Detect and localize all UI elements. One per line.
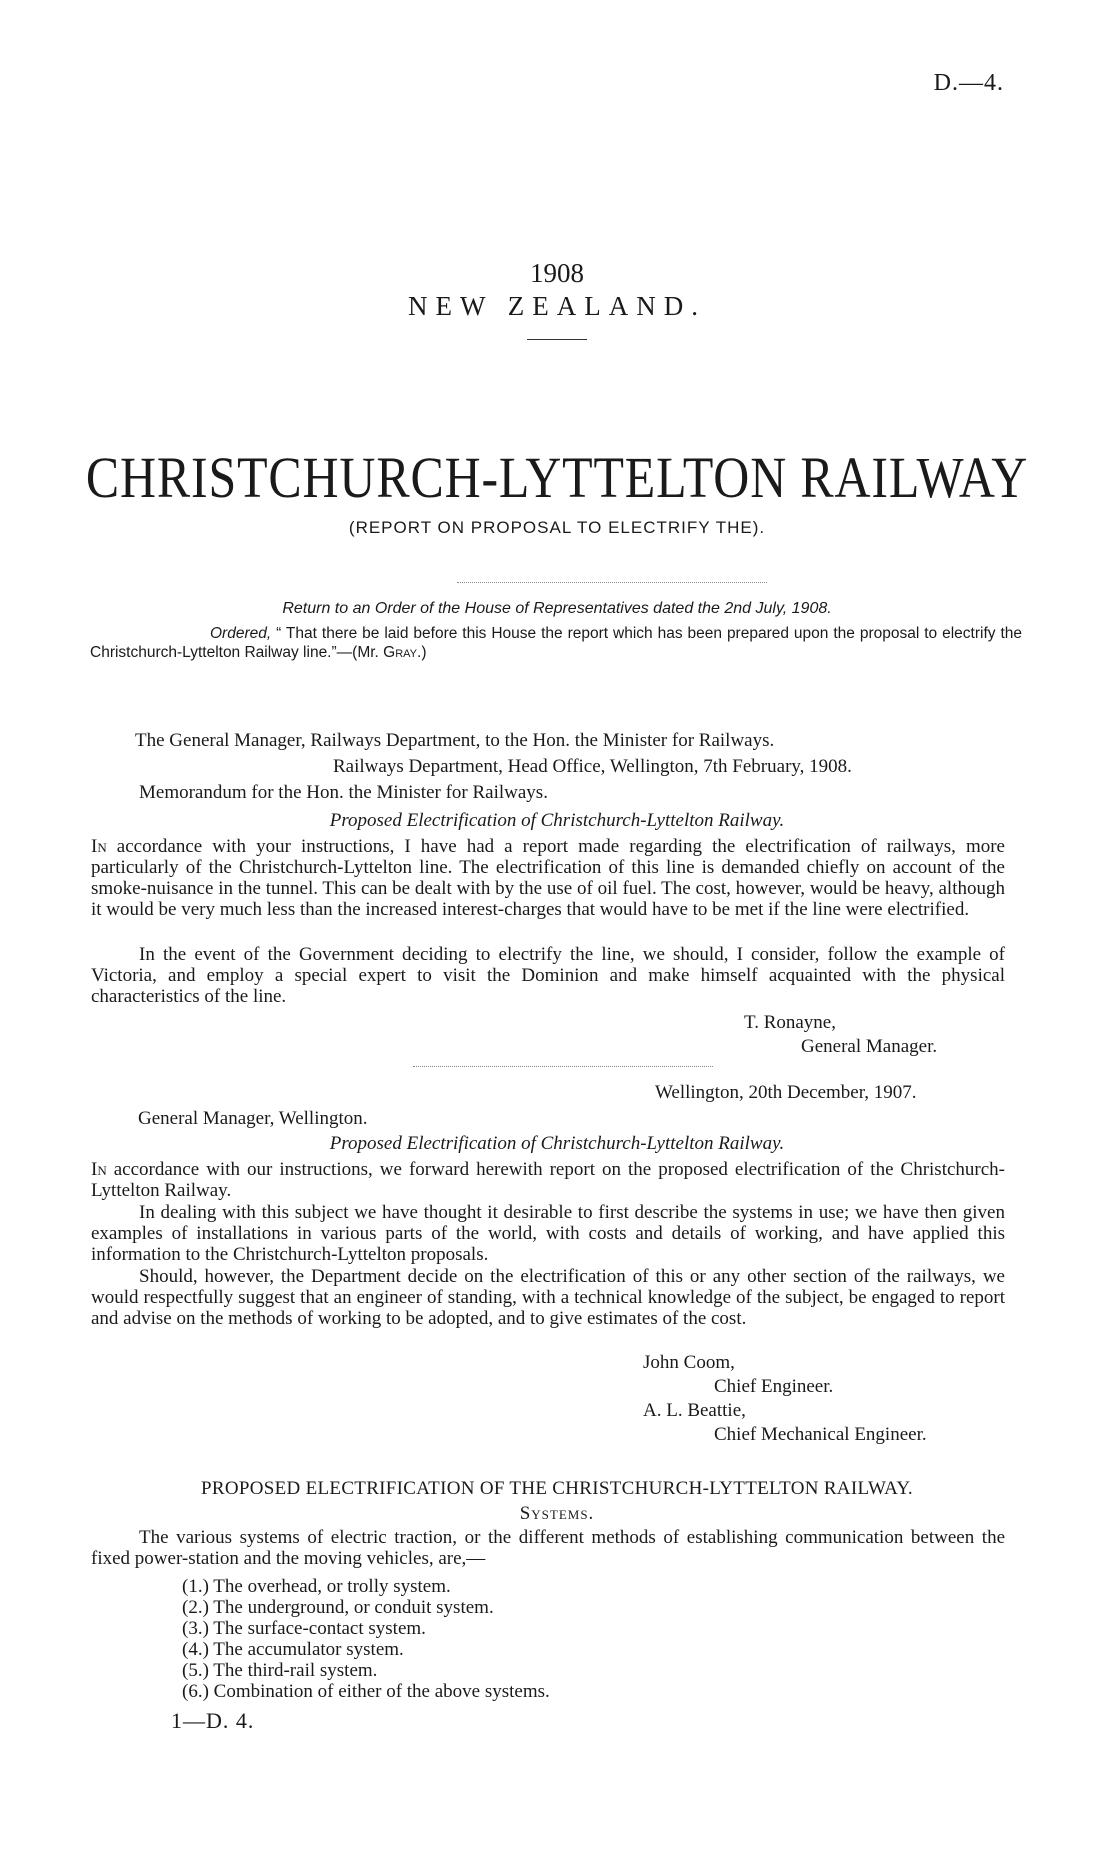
list-item: (6.) Combination of either of the above systems. (182, 1681, 550, 1702)
memo2-signatory-1: John Coom, (643, 1352, 735, 1373)
memo1-from-line: The General Manager, Railways Department, to the Hon. the Minister for Railways. (135, 730, 775, 751)
ordered-paragraph (90, 624, 1022, 662)
memo2-date-line: Wellington, 20th December, 1907. (655, 1082, 917, 1103)
memo2-paragraph-3: Should, however, the Department decide on the electrification of this or any other section of the railways, we would respectfully suggest that an engineer of standing, with a technical knowledge of the subject, be engaged to report and advise on the methods of working to be adopted, and to give estimates of the cost. (91, 1266, 1005, 1329)
ordered-end: .) (417, 644, 427, 661)
list-item: (2.) The underground, or conduit system. (182, 1597, 494, 1618)
memo2-paragraph-1 (91, 1159, 1005, 1201)
document-title: CHRISTCHURCH-LYTTELTON RAILWAY (85, 445, 1029, 510)
return-line: Return to an Order of the House of Representatives dated the 2nd July, 1908. (282, 600, 832, 617)
subtitle-divider (457, 582, 767, 583)
memo2-subject: Proposed Electrification of Christchurch-Lyttelton Railway. (329, 1133, 785, 1154)
memo2-signatory-1-title: Chief Engineer. (714, 1376, 834, 1397)
document-subtitle: (REPORT ON PROPOSAL TO ELECTRIFY THE). (348, 518, 766, 537)
list-item: (5.) The third-rail system. (182, 1660, 378, 1681)
ordered-label: Ordered, (210, 625, 272, 642)
list-item: (1.) The overhead, or trolly system. (182, 1576, 451, 1597)
memo1-salutation: Memorandum for the Hon. the Minister for Railways. (139, 782, 548, 803)
memo1-subject: Proposed Electrification of Christchurch-Lyttelton Railway. (329, 810, 785, 831)
list-item: (3.) The surface-contact system. (182, 1618, 426, 1639)
memo2-salutation: General Manager, Wellington. (138, 1108, 368, 1129)
memo2-para1-text: accordance with our instructions, we forward herewith report on the proposed electrification of the Christchurch-Lyttelton Railway. (91, 1159, 1005, 1201)
country: NEW ZEALAND. (408, 291, 706, 321)
memo2-para1-initial: In (91, 1159, 107, 1180)
systems-list (182, 1576, 550, 1702)
memo1-signatory: T. Ronayne, (744, 1012, 836, 1033)
report-heading: PROPOSED ELECTRIFICATION OF THE CHRISTCHURCH-LYTTELTON RAILWAY. (201, 1478, 913, 1499)
memo2-signatory-2: A. L. Beattie, (643, 1400, 746, 1421)
header-divider (527, 339, 587, 340)
ordered-text: “ That there be laid before this House the report which has been prepared upon the proposal to electrify the Christchurch-Lyttelton Railway line.”—(Mr. (90, 625, 1022, 661)
report-intro: The various systems of electric traction, or the different methods of establishing communication between the fixed power-station and the moving vehicles, are,— (91, 1527, 1005, 1569)
list-item: (4.) The accumulator system. (182, 1639, 404, 1660)
memo1-signatory-title: General Manager. (801, 1036, 938, 1057)
memo1-address-line: Railways Department, Head Office, Wellington, 7th February, 1908. (333, 756, 852, 777)
memo2-paragraph-2: In dealing with this subject we have thought it desirable to first describe the systems in use; we have then given examples of installations in various parts of the world, with costs and details of working, and have applied this information to the Christchurch-Lyttelton proposals. (91, 1202, 1005, 1265)
memo2-signatory-2-title: Chief Mechanical Engineer. (714, 1424, 927, 1445)
report-section-heading: Systems. (519, 1503, 595, 1524)
memo1-para1-initial: In (91, 836, 107, 857)
footer-reference: 1—D. 4. (171, 1708, 255, 1733)
page-reference: D.—4. (933, 70, 1004, 96)
year: 1908 (530, 258, 584, 288)
ordered-name: Gray (383, 644, 418, 661)
memo-divider (413, 1066, 713, 1067)
memo1-para1-text: accordance with your instructions, I have had a report made regarding the electrification of railways, more particularly of the Christchurch-Lyttelton line. The electrification of this line is demanded chiefly on account of the smoke-nuisance in the tunnel. This can be dealt with by the use of oil fuel. The cost, however, would be heavy, although it would be very much less than the increased interest-charges that would have to be met if the line were electrified. (91, 836, 1005, 920)
memo1-paragraph-1 (91, 836, 1005, 920)
memo1-paragraph-2: In the event of the Government deciding to electrify the line, we should, I consider, follow the example of Victoria, and employ a special expert to visit the Dominion and make himself acquainted with the physical characteristics of the line. (91, 944, 1005, 1007)
